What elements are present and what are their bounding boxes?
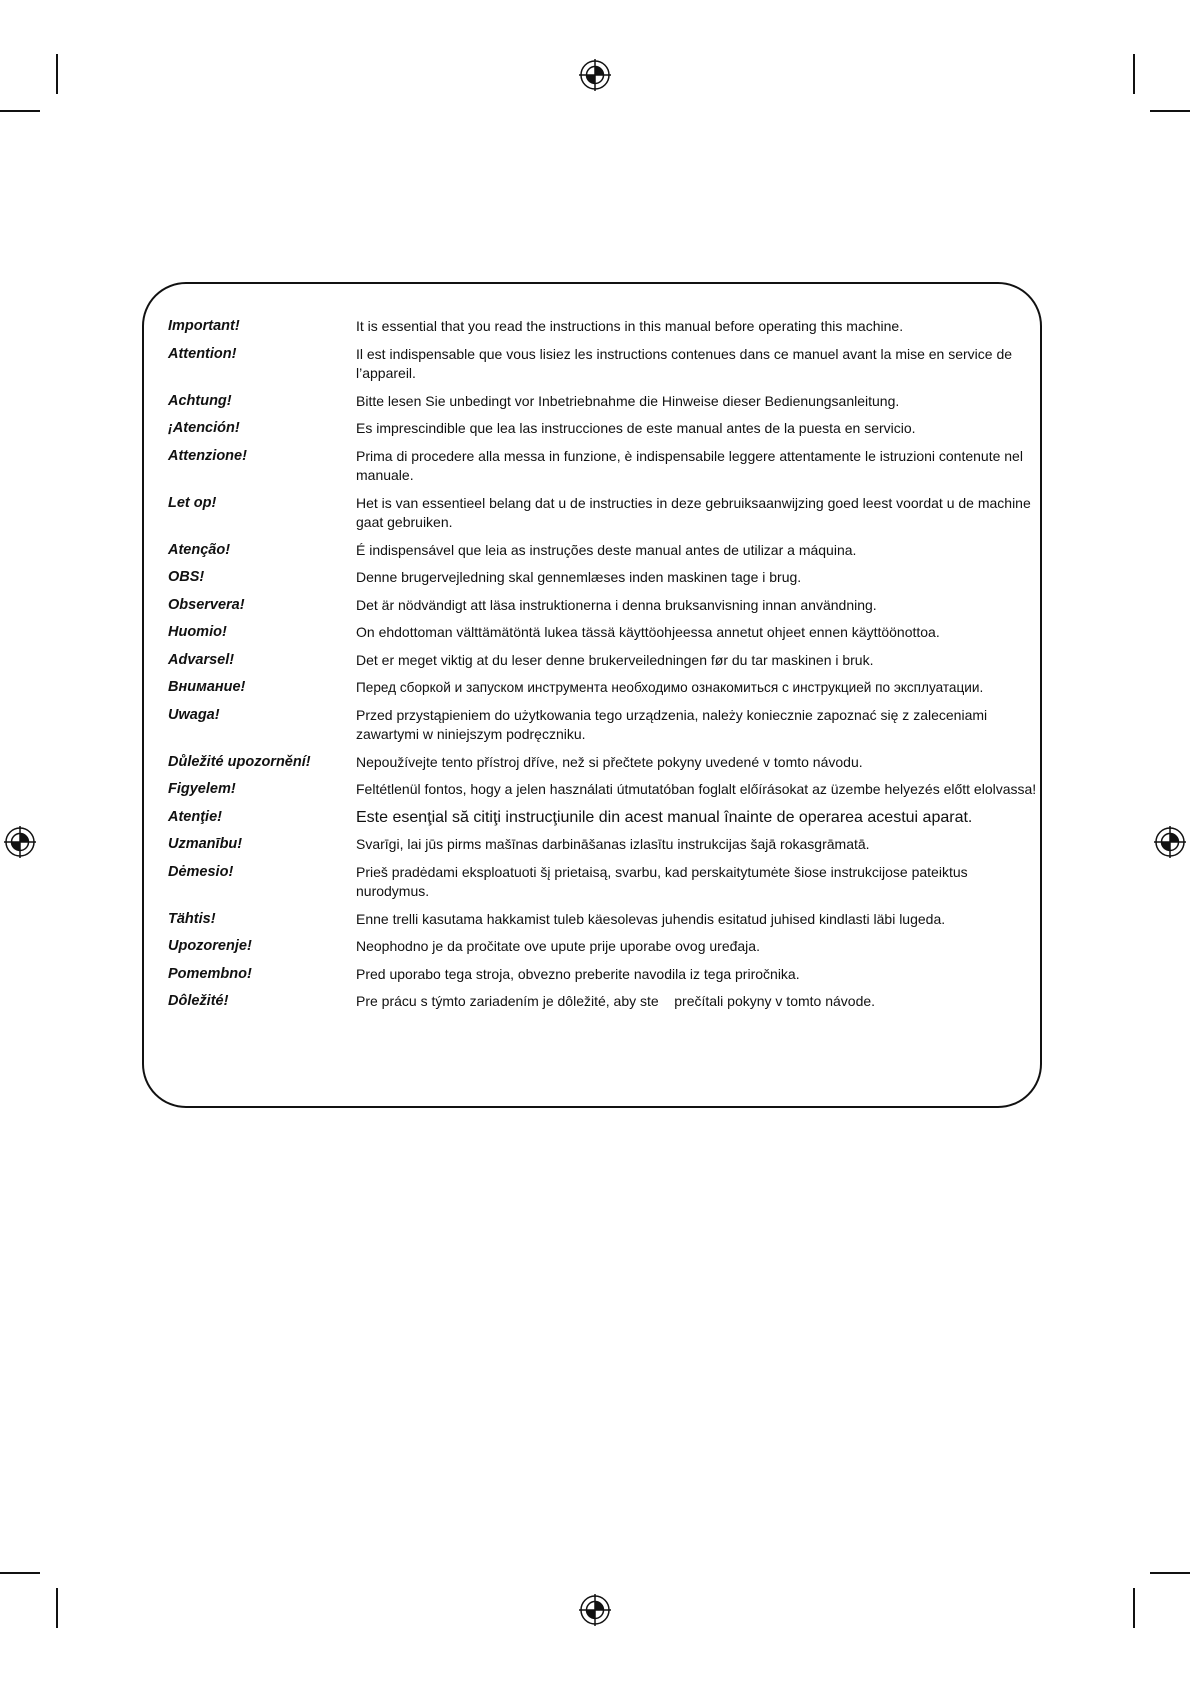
warning-text: É indispensável que leia as instruções deste manual antes de utilizar a máquina. xyxy=(356,541,857,558)
warning-label: Atenção! xyxy=(168,541,231,558)
warning-row xyxy=(144,937,1040,957)
warning-label: Huomio! xyxy=(168,624,227,640)
warning-row xyxy=(144,808,1040,828)
warning-text: Det är nödvändigt att läsa instruktionerna i denna bruksanvisning innan användning. xyxy=(356,596,877,613)
warning-text: Feltétlenül fontos, hogy a jelen használati útmutatóban foglalt előírásokat az üzembe helyezés előtt elolvassa! xyxy=(356,781,1037,797)
warning-row xyxy=(144,965,1040,985)
warning-panel xyxy=(142,282,1042,1108)
warning-label: Advarsel! xyxy=(168,651,235,668)
warning-label: ¡Atención! xyxy=(168,420,240,436)
warning-text: Denne brugervejledning skal gennemlæses inden maskinen tage i brug. xyxy=(356,569,802,585)
warning-text: Es imprescindible que lea las instrucciones de este manual antes de la puesta en servicio. xyxy=(356,420,916,436)
warning-text: Bitte lesen Sie unbedingt vor Inbetriebnahme die Hinweise dieser Bedienungsanleitung. xyxy=(356,392,900,409)
warning-label: Dėmesio! xyxy=(168,863,234,880)
warning-text: Enne trelli kasutama hakkamist tuleb käesolevas juhendis esitatud juhised kindlasti läbi lugeda. xyxy=(356,910,946,927)
warning-row xyxy=(144,651,1040,671)
warning-text: Svarīgi, lai jūs pirms mašīnas darbināšanas izlasītu instrukcijas šajā rokasgrāmatā. xyxy=(356,836,870,852)
warning-row xyxy=(144,419,1040,439)
registration-mark-icon xyxy=(1154,826,1186,858)
warning-label: Pomembno! xyxy=(168,965,252,982)
warning-label: Upozorenje! xyxy=(168,938,252,954)
registration-mark-icon xyxy=(579,1594,611,1626)
warning-label: OBS! xyxy=(168,569,205,585)
registration-mark-icon xyxy=(4,826,36,858)
warning-row xyxy=(144,596,1040,616)
warning-text: On ehdottoman välttämätöntä lukea tässä käyttöohjeessa annetut ohjeet ennen käyttöönottoa. xyxy=(356,624,940,640)
warning-row xyxy=(144,568,1040,588)
warning-label: Důležité upozornění! xyxy=(168,753,311,770)
warning-label: Observera! xyxy=(168,596,245,613)
warning-label: Figyelem! xyxy=(168,781,236,797)
warning-row xyxy=(144,863,1040,902)
warning-row xyxy=(144,678,1040,698)
warning-label: Atenţie! xyxy=(168,808,222,825)
warning-list xyxy=(144,317,1040,1020)
warning-text: Prima di procedere alla messa in funzione, è indispensabile leggere attentamente le istruzioni contenute nel manuale. xyxy=(356,447,1023,483)
warning-text: Перед сборкой и запуском инструмента необходимо ознакомиться с инструкцией по эксплуатации. xyxy=(356,680,984,695)
crop-mark xyxy=(56,54,58,94)
warning-text: Neophodno je da pročitate ove upute prije uporabe ovog uređaja. xyxy=(356,938,760,954)
warning-row xyxy=(144,494,1040,533)
warning-label: Important! xyxy=(168,318,240,334)
warning-text: It is essential that you read the instructions in this manual before operating this machine. xyxy=(356,318,904,334)
warning-row xyxy=(144,541,1040,561)
warning-label: Let op! xyxy=(168,494,217,511)
crop-mark xyxy=(1133,54,1135,94)
warning-text: Het is van essentieel belang dat u de instructies in deze gebruiksaanwijzing goed leest voordat u de machine gaat gebruiken. xyxy=(356,494,1031,530)
warning-label: Attention! xyxy=(168,345,237,362)
warning-row xyxy=(144,317,1040,337)
warning-text: Przed przystąpieniem do użytkowania tego urządzenia, należy koniecznie zapoznać się z zaleceniami zawartymi w niniejszym podręczniku. xyxy=(356,706,988,742)
warning-text: Prieš pradėdami eksploatuoti šį prietaisą, svarbu, kad perskaitytumėte šiose instrukcijose pateiktus nurodymus. xyxy=(356,863,968,899)
warning-row xyxy=(144,753,1040,773)
warning-row xyxy=(144,780,1040,800)
registration-mark-icon xyxy=(579,59,611,91)
warning-text: Este esenţial să citiţi instrucţiunile din acest manual înainte de operarea acestui aparat. xyxy=(356,808,973,826)
warning-text: Pred uporabo tega stroja, obvezno preberite navodila iz tega priročnika. xyxy=(356,965,800,982)
warning-label: Attenzione! xyxy=(168,447,247,464)
crop-mark xyxy=(1150,110,1190,112)
warning-row xyxy=(144,447,1040,486)
crop-mark xyxy=(56,1588,58,1628)
warning-row xyxy=(144,992,1040,1012)
warning-row xyxy=(144,345,1040,384)
crop-mark xyxy=(1133,1588,1135,1628)
crop-mark xyxy=(1150,1572,1190,1574)
warning-label: Achtung! xyxy=(168,392,232,409)
warning-text: Nepoužívejte tento přístroj dříve, než si přečtete pokyny uvedené v tomto návodu. xyxy=(356,753,863,770)
warning-label: Dôležité! xyxy=(168,993,229,1009)
warning-text: Pre prácu s týmto zariadením je dôležité, aby ste prečítali pokyny v tomto návode. xyxy=(356,993,876,1009)
warning-text: Det er meget viktig at du leser denne brukerveiledningen før du tar maskinen i bruk. xyxy=(356,651,874,668)
warning-row xyxy=(144,835,1040,855)
warning-label: Tähtis! xyxy=(168,910,216,927)
warning-row xyxy=(144,706,1040,745)
warning-label: Внимание! xyxy=(168,679,246,695)
warning-text: Il est indispensable que vous lisiez les instructions contenues dans ce manuel avant la mise en service de l’appareil. xyxy=(356,345,1013,381)
warning-label: Uzmanību! xyxy=(168,836,243,852)
crop-mark xyxy=(0,1572,40,1574)
warning-label: Uwaga! xyxy=(168,706,220,723)
warning-row xyxy=(144,623,1040,643)
warning-row xyxy=(144,910,1040,930)
warning-row xyxy=(144,392,1040,412)
crop-mark xyxy=(0,110,40,112)
